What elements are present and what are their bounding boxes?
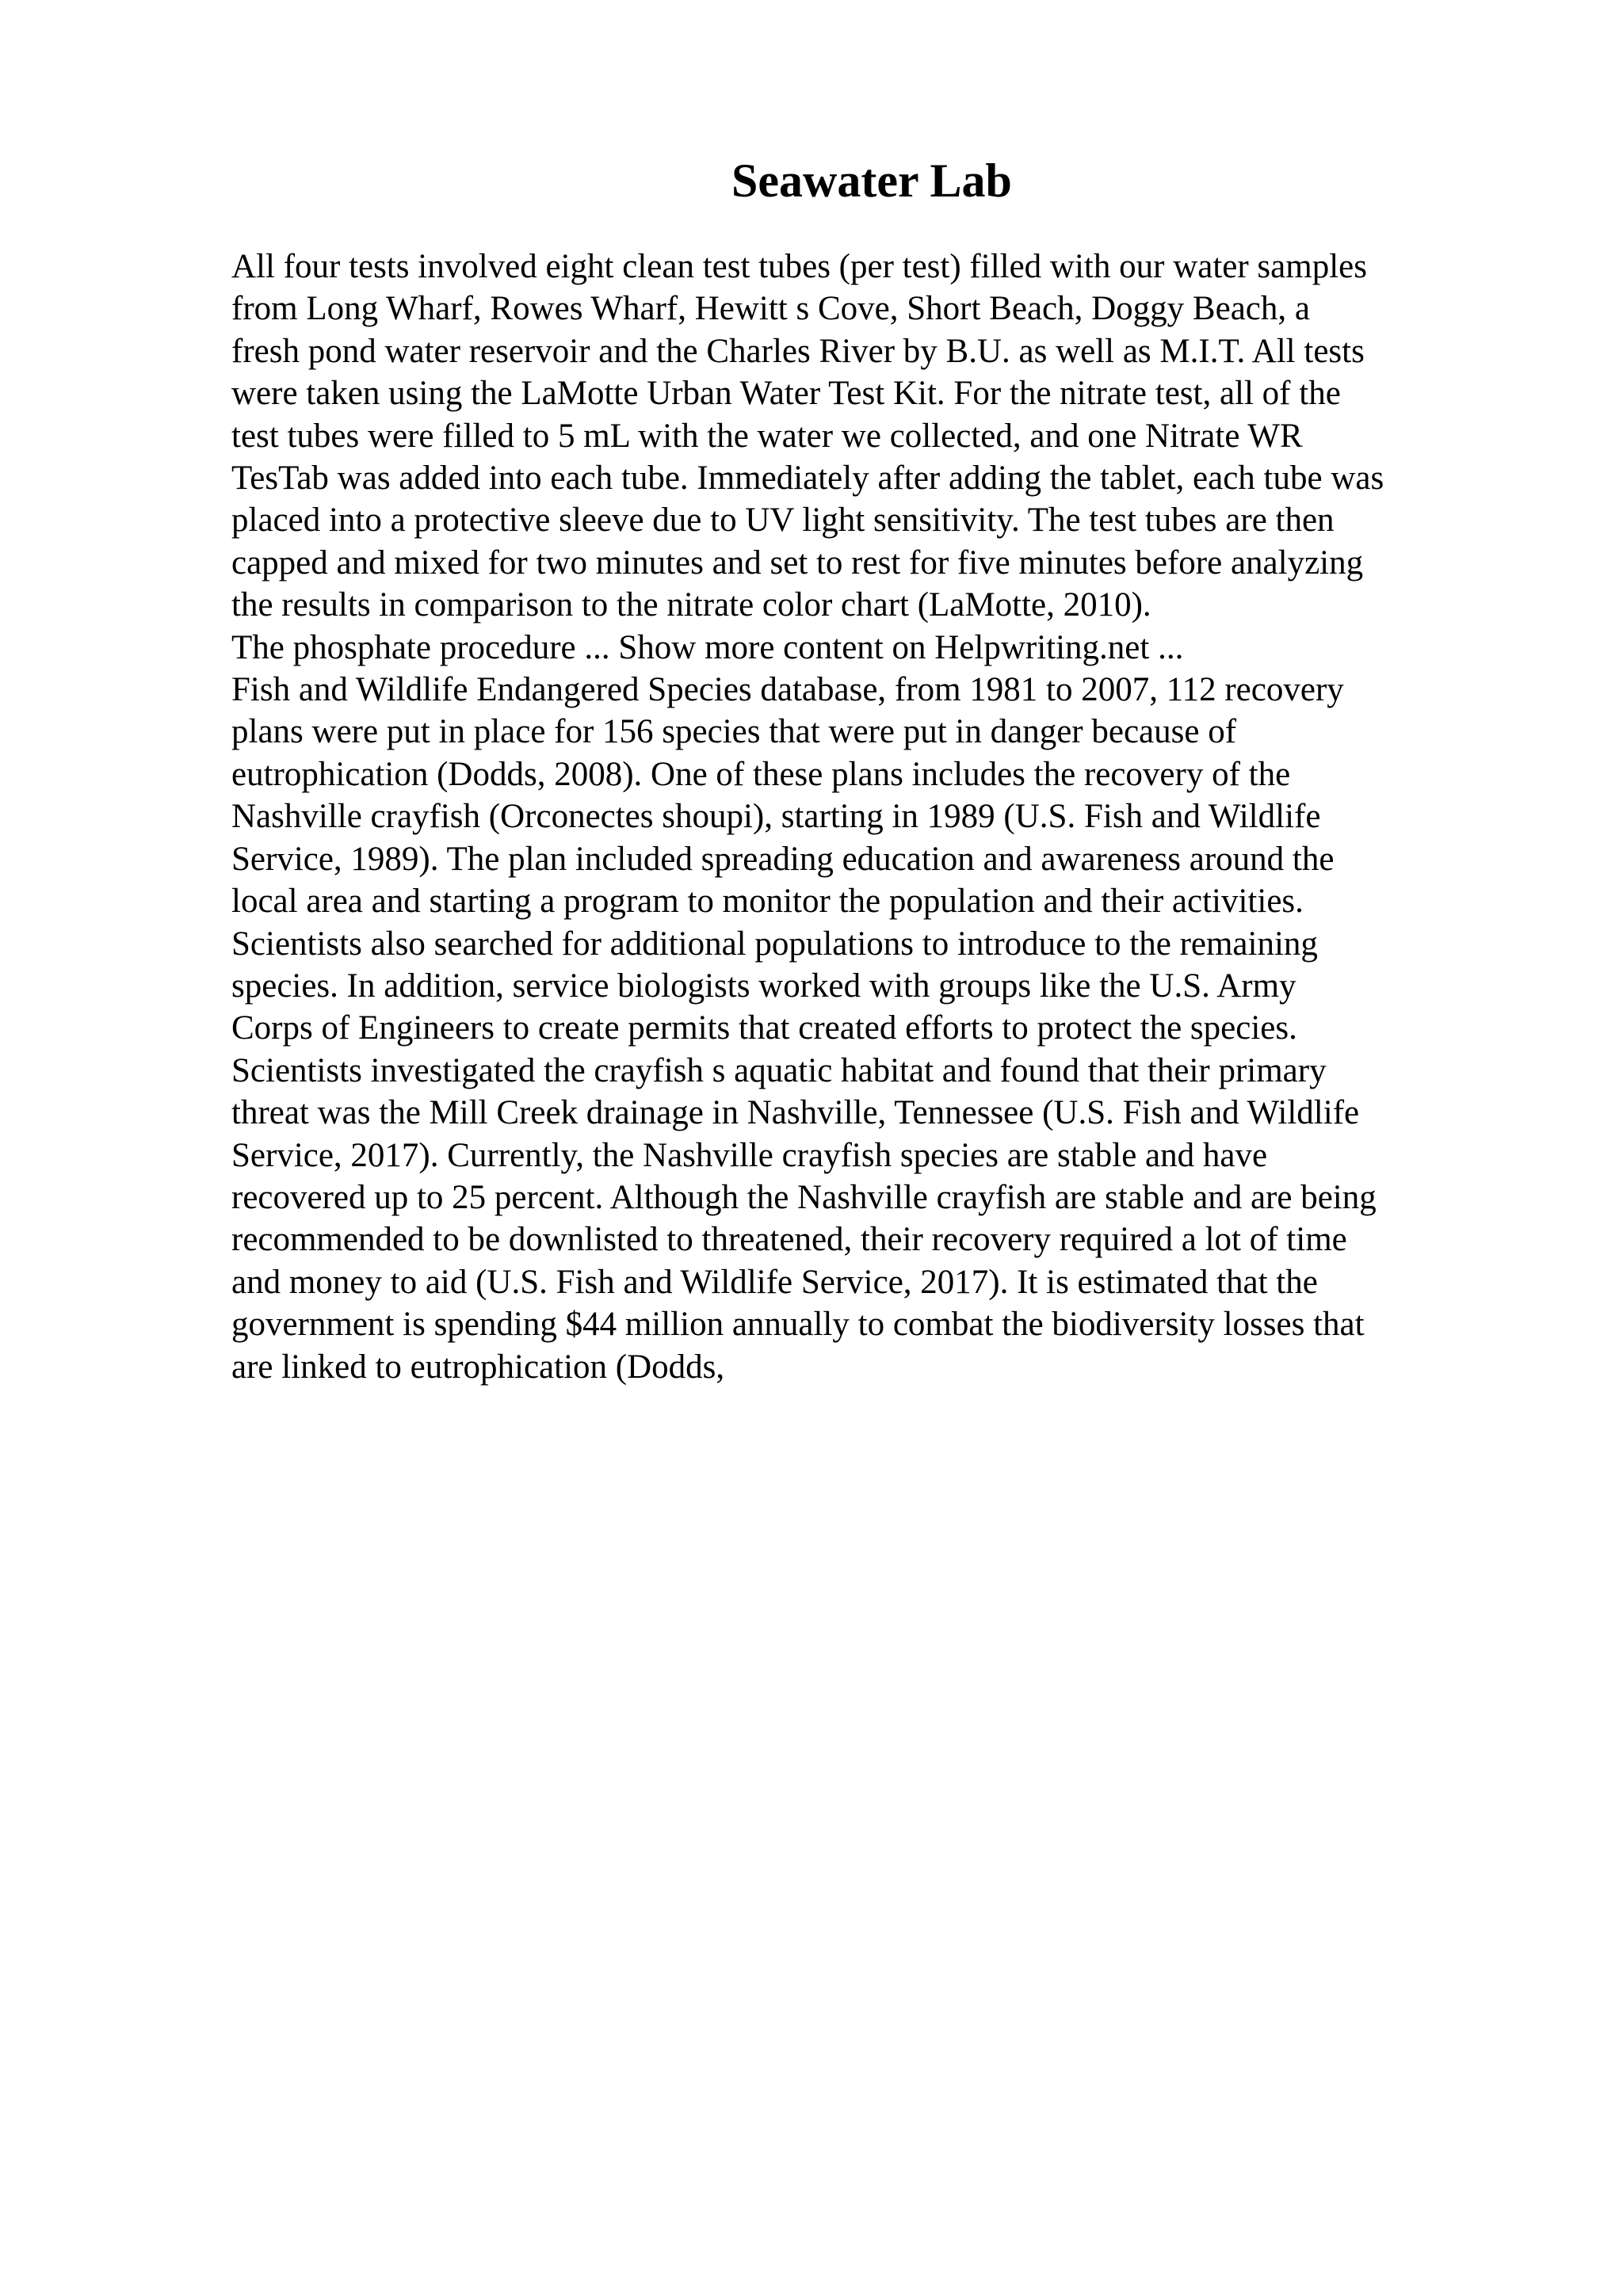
body-text-line: fresh pond water reservoir and the Charles River by B.U. as well as M.I.T. All tests (231, 332, 1365, 370)
body-text-line: placed into a protective sleeve due to UV light sensitivity. The test tubes are then (231, 502, 1335, 540)
body-text-line: Scientists investigated the crayfish s aquatic habitat and found that their primary (231, 1051, 1327, 1089)
body-text-line: plans were put in place for 156 species that were put in danger because of (231, 713, 1237, 751)
body-text-line: are linked to eutrophication (Dodds, (231, 1348, 725, 1386)
body-text-line: Scientists also searched for additional populations to introduce to the remaining (231, 925, 1318, 963)
body-text-line: All four tests involved eight clean test tubes (per test) filled with our water samples (231, 248, 1367, 285)
body-text-line: and money to aid (U.S. Fish and Wildlife Service, 2017). It is estimated that the (231, 1263, 1318, 1301)
body-text-line: threat was the Mill Creek drainage in Nashville, Tennessee (U.S. Fish and Wildlife (231, 1094, 1360, 1132)
body-text-line: TesTab was added into each tube. Immediately after adding the tablet, each tube was (231, 460, 1384, 498)
body-text-line: government is spending $44 million annually to combat the biodiversity losses that (231, 1306, 1365, 1344)
body-text-line: were taken using the LaMotte Urban Water Test Kit. For the nitrate test, all of the (231, 375, 1341, 413)
body-text-line: recovered up to 25 percent. Although the Nashville crayfish are stable and are being (231, 1178, 1377, 1216)
body-text-line: Service, 2017). Currently, the Nashville crayfish species are stable and have (231, 1136, 1268, 1174)
body-text-line: recommended to be downlisted to threatened, their recovery required a lot of time (231, 1221, 1347, 1259)
body-text-line: Fish and Wildlife Endangered Species database, from 1981 to 2007, 112 recovery (231, 671, 1344, 709)
body-text-line: from Long Wharf, Rowes Wharf, Hewitt s Cove, Short Beach, Doggy Beach, a (231, 290, 1310, 328)
body-text-line: local area and starting a program to monitor the population and their activities. (231, 883, 1304, 921)
document-body (231, 246, 1499, 1388)
body-text-line: test tubes were filled to 5 mL with the water we collected, and one Nitrate WR (231, 417, 1303, 455)
body-text-line: eutrophication (Dodds, 2008). One of these plans includes the recovery of the (231, 755, 1291, 793)
body-text-line: Service, 1989). The plan included spreading education and awareness around the (231, 840, 1335, 878)
body-text-line: Nashville crayfish (Orconectes shoupi), starting in 1989 (U.S. Fish and Wildlife (231, 798, 1321, 836)
body-text-line: species. In addition, service biologists worked with groups like the U.S. Army (231, 967, 1296, 1005)
document-title: Seawater Lab (731, 154, 1012, 207)
body-text-line: the results in comparison to the nitrate color chart (LaMotte, 2010). (231, 586, 1151, 624)
body-text-line: The phosphate procedure ... Show more content on Helpwriting.net ... (231, 628, 1184, 666)
body-text-line: Corps of Engineers to create permits that created efforts to protect the species. (231, 1009, 1297, 1047)
body-text-line: capped and mixed for two minutes and set to rest for five minutes before analyzing (231, 543, 1364, 582)
